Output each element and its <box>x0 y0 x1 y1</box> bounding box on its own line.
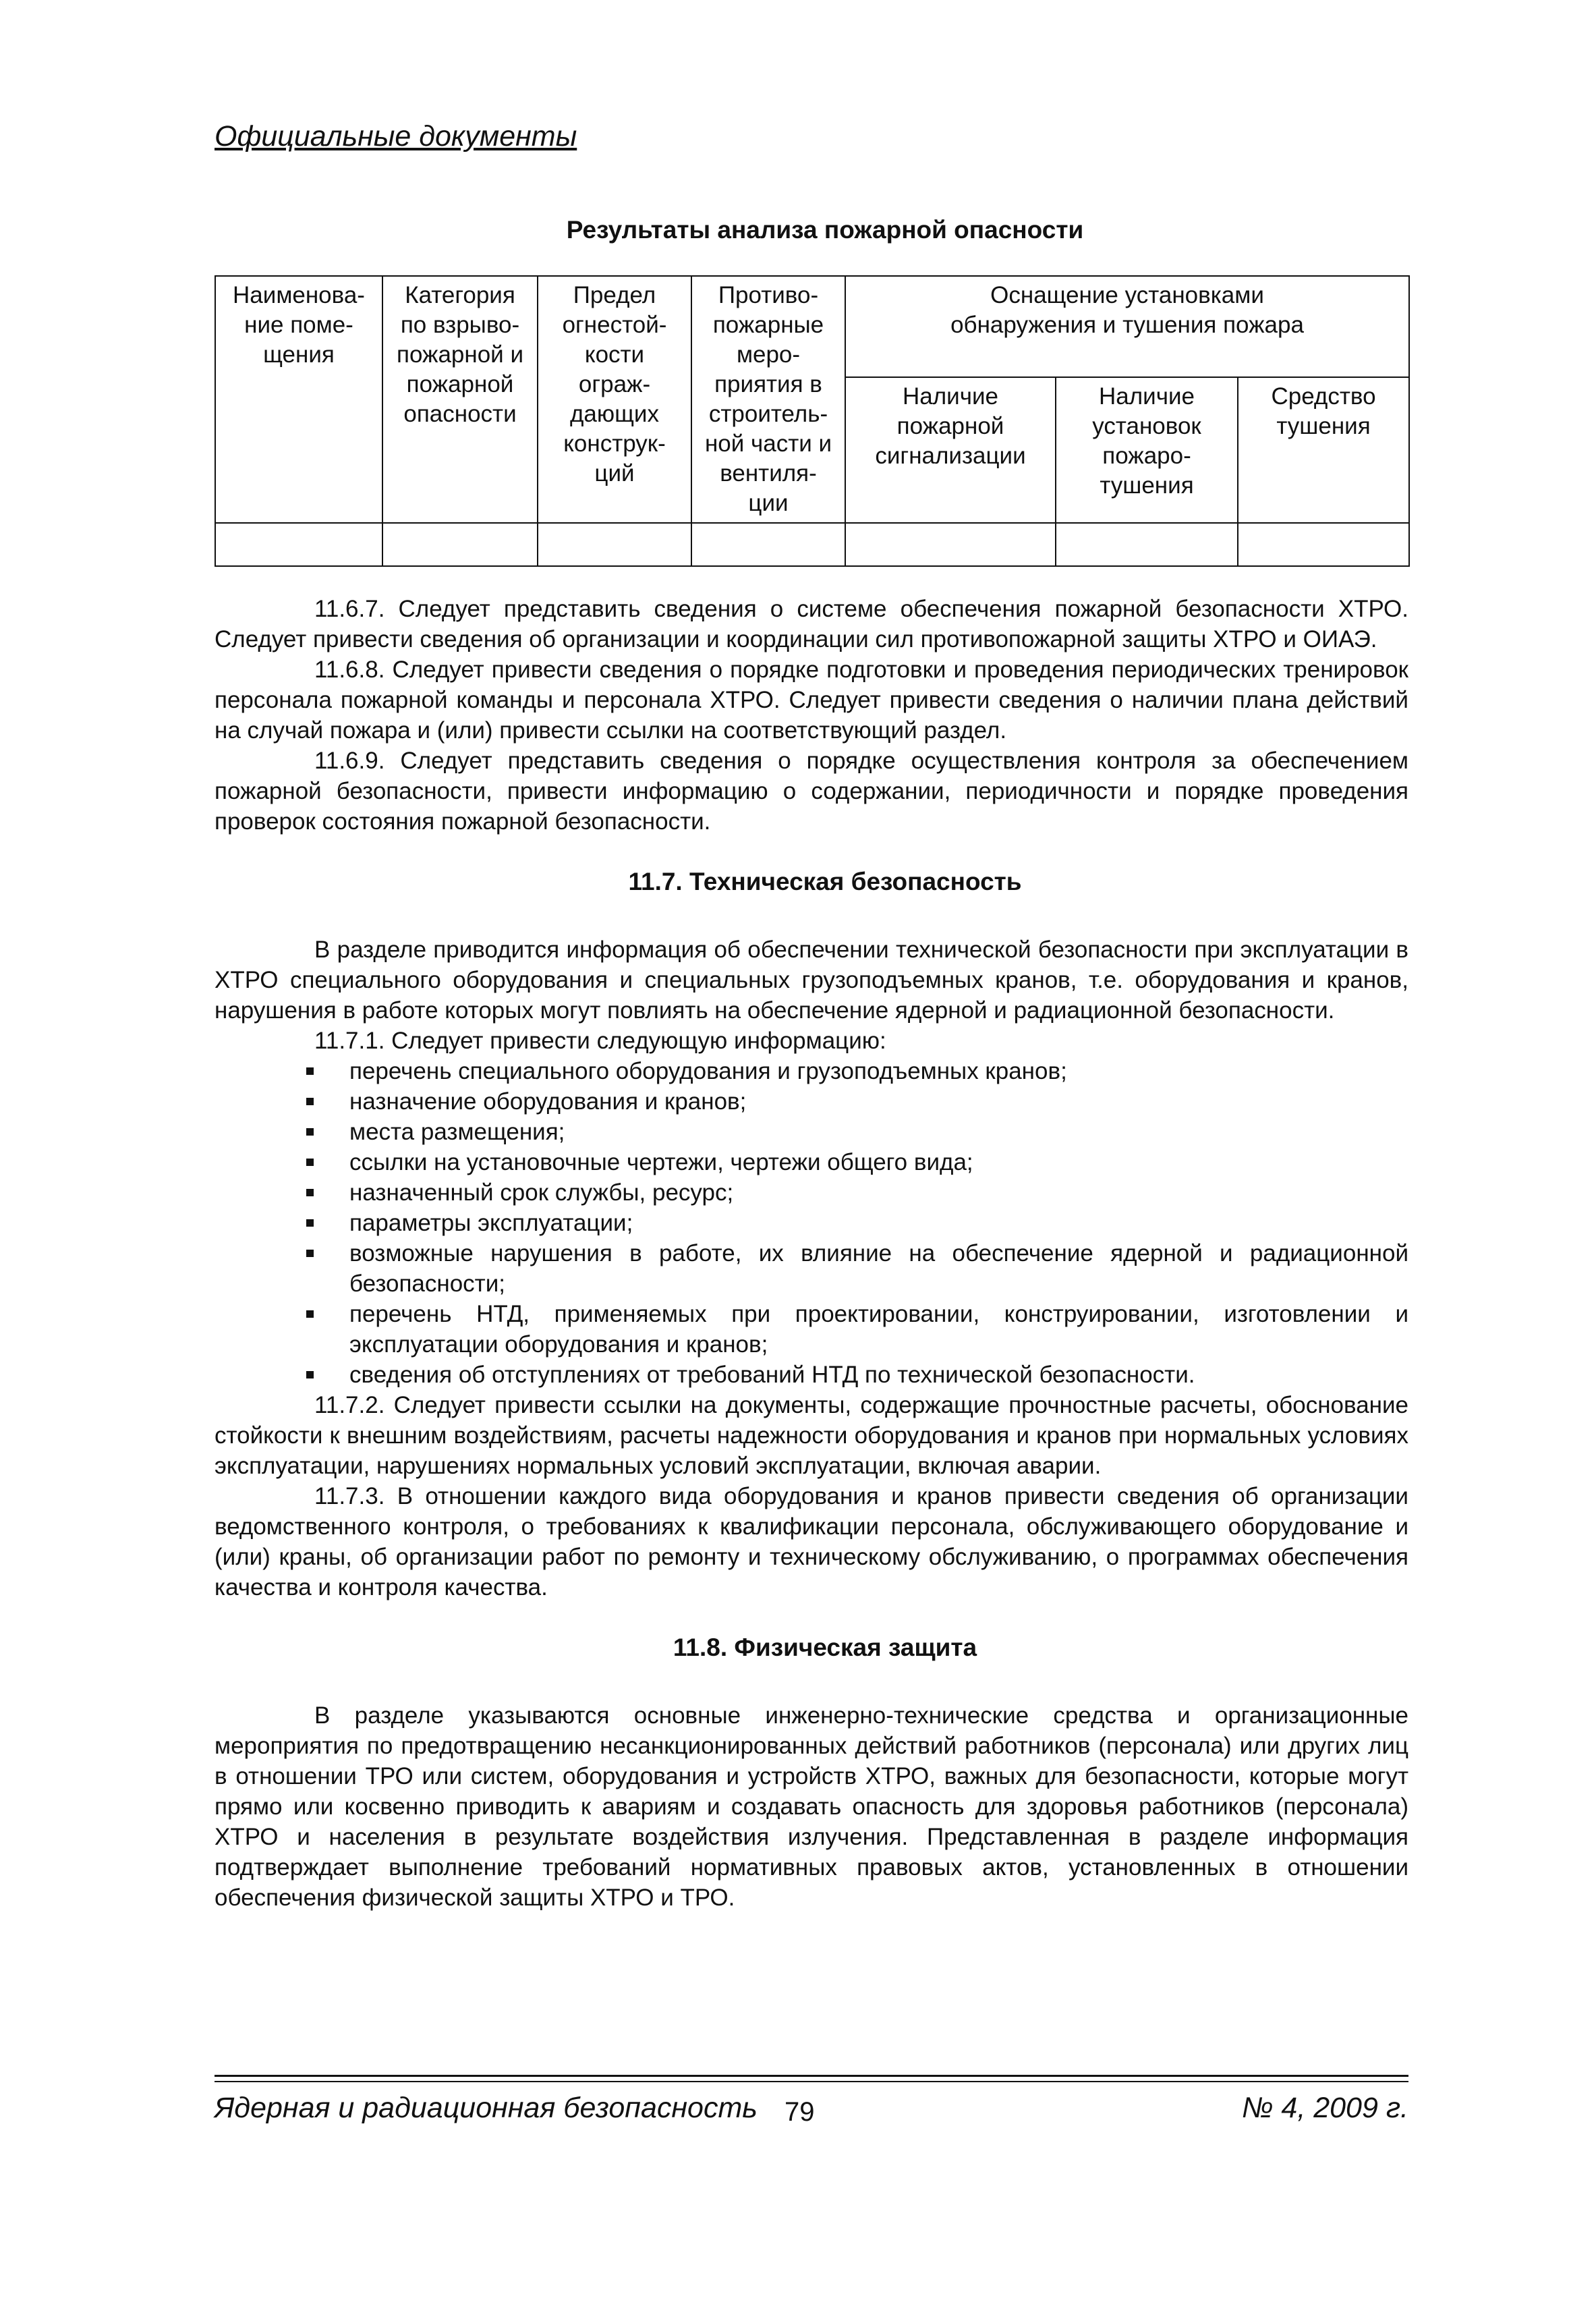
list-item: сведения об отступлениях от требований НТД по технической безопасности. <box>309 1360 1408 1390</box>
bullet-list <box>215 1056 1408 1390</box>
table-cell <box>215 523 382 566</box>
section-title-11-7: 11.7. Техническая безопасность <box>628 868 1022 895</box>
table-cell <box>1056 523 1238 566</box>
paragraph-11-6-7: 11.6.7. Следует представить сведения о системе обеспечения пожарной безопасности ХТРО. Следует привести сведения об организации и координации сил противопожарной защиты ХТРО и ОИАЭ. <box>215 596 1408 652</box>
journal-title: Ядерная и радиационная безопасность <box>215 2092 758 2124</box>
paragraph-11-7-2: 11.7.2. Следует привести ссылки на документы, содержащие прочностные расчеты, обоснование стойкости к внешним воздействиям, расчеты надежности оборудования и кранов при нормальных условиях эксплуатации, нарушениях нормальных условий эксплуатации, включая аварии. <box>215 1392 1408 1479</box>
issue-number: № 4, 2009 г. <box>1241 2092 1408 2124</box>
page-number: 79 <box>785 2097 815 2127</box>
table-cell <box>1238 523 1409 566</box>
paragraph-11-7-3: 11.7.3. В отношении каждого вида оборудования и кранов привести сведения об организации ведомственного контроля, о требованиях к квалификации персонала, обслуживающего оборудование и (или) краны, об организации работ по ремонту и техническому обслуживанию, о программах обеспечения качества и контроля качества. <box>215 1483 1408 1600</box>
header-hazard-category: Категория по взрыво- пожарной и пожарной опасности <box>382 276 538 523</box>
table-row <box>215 523 1409 566</box>
footer-rule <box>215 2075 1408 2082</box>
header-extinguishing-means: Средство тушения <box>1238 377 1409 523</box>
paragraph-11-8: В разделе указываются основные инженерно-технические средства и организационные мероприятия по предотвращению несанкционированных действий работников (персонала) или других лиц в отношении ТРО или систем, оборудования и устройств ХТРО, важных для безопасности, которые могут прямо или косвенно приводить к авариям и создавать опасность для здоровья работников (персонала) ХТРО и населения в результате воздействия излучения. Представленная в разделе информация подтверждает выполнение требований нормативных правовых актов, установленных в отношении обеспечения физической защиты ХТРО и ТРО. <box>215 1702 1408 1911</box>
paragraph-11-6-8: 11.6.8. Следует привести сведения о порядке подготовки и проведения периодических тренировок персонала пожарной команды и персонала ХТРО. Следует привести сведения о наличии плана действий на случай пожара и (или) привести ссылки на соответствующий раздел. <box>215 657 1408 744</box>
list-item: возможные нарушения в работе, их влияние на обеспечение ядерной и радиационной безопасности; <box>309 1238 1408 1299</box>
table-cell <box>538 523 691 566</box>
running-head: Официальные документы <box>215 120 577 152</box>
table-cell <box>691 523 845 566</box>
paragraph-11-7-intro: В разделе приводится информация об обеспечении технической безопасности при эксплуатации в ХТРО специального оборудования и специальных грузоподъемных кранов, т.е. оборудования и кранов, нарушения в работе которых могут повлиять на обеспечение ядерной и радиационной безопасности. <box>215 937 1408 1024</box>
section-title-11-8: 11.8. Физическая защита <box>673 1634 977 1661</box>
header-fire-measures: Противо- пожарные меро- приятия в строитель- ной части и вентиля- ции <box>691 276 845 523</box>
header-extinguishing-installations: Наличие установок пожаро- тушения <box>1056 377 1238 523</box>
list-item: назначенный срок службы, ресурс; <box>309 1177 1408 1208</box>
list-item: параметры эксплуатации; <box>309 1208 1408 1238</box>
header-equipment: Оснащение установками обнаружения и тушения пожара <box>845 276 1409 377</box>
body-text <box>215 594 1408 1913</box>
fire-hazard-table <box>215 275 1410 567</box>
page-content <box>215 216 1408 1913</box>
header-room-name: Наименова- ние поме- щения <box>215 276 382 523</box>
list-item: перечень НТД, применяемых при проектировании, конструировании, изготовлении и эксплуатации оборудования и кранов; <box>309 1299 1408 1360</box>
header-fire-resistance: Предел огнестой- кости ограж- дающих конструк- ций <box>538 276 691 523</box>
list-item: назначение оборудования и кранов; <box>309 1086 1408 1117</box>
list-item: ссылки на установочные чертежи, чертежи общего вида; <box>309 1147 1408 1177</box>
paragraph-11-6-9: 11.6.9. Следует представить сведения о порядке осуществления контроля за обеспечением пожарной безопасности, привести информацию о содержании, периодичности и порядке проведения проверок состояния пожарной безопасности. <box>215 748 1408 835</box>
table-cell <box>382 523 538 566</box>
table-caption: Результаты анализа пожарной опасности <box>566 216 1084 244</box>
table-cell <box>845 523 1056 566</box>
paragraph-11-7-1: 11.7.1. Следует привести следующую информацию: <box>314 1028 886 1054</box>
header-fire-alarm: Наличие пожарной сигнализации <box>845 377 1056 523</box>
list-item: места размещения; <box>309 1117 1408 1147</box>
list-item: перечень специального оборудования и грузоподъемных кранов; <box>309 1056 1408 1086</box>
